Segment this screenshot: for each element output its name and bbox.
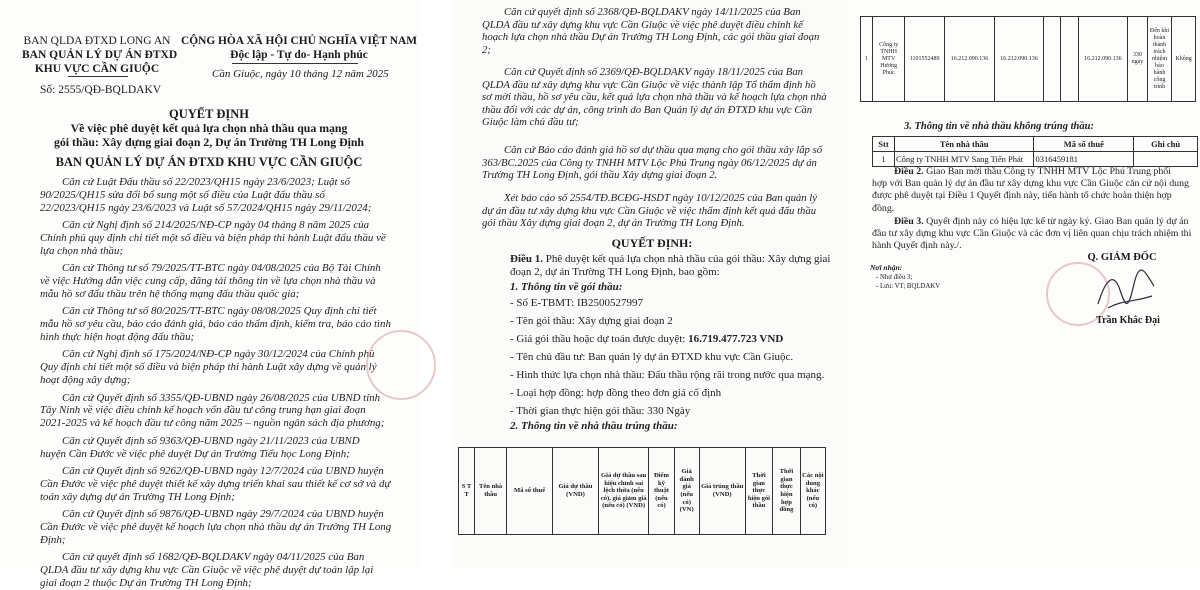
- paragraph-line: hợp với Ban quản lý dự án đầu tư xây dựng khu vực Cần Giuộc căn cứ nội dung: [872, 178, 1189, 190]
- national-header: [180, 34, 418, 62]
- winner-eval-price: [1061, 17, 1078, 102]
- document-page-3: [848, 0, 1200, 568]
- paragraph-line: về việc Hướng dẫn việc cung cấp, đăng tải thông tin về lựa chọn nhà thầu và: [40, 275, 376, 288]
- loser-tax-code: 0316459181: [1034, 152, 1134, 167]
- paragraph-line: hoạch lựa chọn nhà thầu Dự án Trường TH Long Định, các gói thầu giai đoạn: [482, 31, 820, 44]
- paragraph-line: Căn cứ quyết định số 1682/QĐ-BQLDAKV ngày 04/11/2025 của Ban: [62, 551, 365, 563]
- issuer-header: [22, 34, 178, 76]
- header-underline-left: [68, 76, 128, 77]
- paragraph-line: lựa chọn nhà thầu;: [40, 244, 124, 257]
- e-tbmt-number: - Số E-TBMT: IB2500527997: [510, 297, 643, 309]
- paragraph-line: gói thầu Xây dựng giai đoạn 2, dự án Trường TH Long Định.: [482, 217, 745, 230]
- paragraph-line: QLDA đầu tư xây dựng khu vực Cần Giuộc về việc phê duyệt điều chỉnh kế: [482, 18, 803, 31]
- article-1-line-1: Điều 1. Phê duyệt kết quả lựa chọn nhà thầu của gói thầu: Xây dựng giai: [510, 253, 831, 265]
- paragraph-line: Xét báo cáo số 2554/TĐ.BCĐG-HSDT ngày 10/12/2025 của Ban quản lý: [504, 192, 817, 204]
- section-1-heading: 1. Thông tin về gói thầu:: [510, 281, 623, 293]
- paragraph-line: Cần Đước về việc phê duyệt thiết kế xây dựng triển khai sau thiết kế cơ sở và dự: [40, 477, 391, 490]
- winner-award-price: 16.212.090.136: [1078, 17, 1128, 102]
- selection-method: - Hình thức lựa chọn nhà thầu: Đấu thầu rộng rãi trong nước qua mạng.: [510, 369, 825, 381]
- winner-col-header: Tên nhà thầu: [475, 448, 507, 535]
- paragraph-line: QLDA đầu tư xây dựng khu vực Cần Giuộc về việc phê duyệt dự toán lập lại: [40, 563, 374, 576]
- recipient-1: - Như điều 3;: [876, 274, 913, 281]
- paragraph-line: Cần Đước về việc phê duyệt kế hoạch lựa chọn nhà thầu dự án Trường TH Long: [40, 520, 392, 533]
- paragraph-line: Quy định chi tiết một số điều và biện pháp thi hành Luật xây dựng về quản lý: [40, 361, 377, 374]
- issuer-line-3: KHU VỰC CẦN GIUỘC: [34, 63, 160, 75]
- issuer-line-1: BAN QLDA ĐTXD LONG AN: [23, 35, 171, 47]
- winner-col-header: Giá trúng thầu (VND): [699, 448, 745, 535]
- loser-col-note: Ghi chú: [1134, 137, 1198, 152]
- paragraph: [40, 262, 406, 301]
- loser-note: [1134, 152, 1198, 167]
- winner-col-header: Giá dự thầu sau hiệu chỉnh sai lệch thừa (nếu có), giá giảm giá (nếu có) (VND): [598, 448, 648, 535]
- winner-col-header: Giá dự thầu (VND): [553, 448, 599, 535]
- paragraph-line: Căn cứ Luật Đấu thầu số 22/2023/QH15 ngày 23/6/2023; Luật số: [62, 176, 350, 188]
- loser-col-tax: Mã số thuế: [1034, 137, 1134, 152]
- article-1-line-2: đoạn 2, dự án Trường TH Long Định, bao gồm:: [510, 266, 720, 278]
- winner-duration: 330 ngày: [1128, 17, 1148, 102]
- paragraph-line: Căn cứ Nghị định số 175/2024/NĐ-CP ngày 30/12/2024 của Chính phủ: [62, 348, 375, 361]
- document-page-1: [0, 0, 418, 589]
- winner-col-header: Thời gian thực hiện hợp đồng: [773, 448, 801, 535]
- winner-table-header: [458, 447, 826, 535]
- paragraph-line: toán xây dựng dự án Trường TH Long Định;: [40, 490, 235, 503]
- paragraph-line: Giuộc làm chủ đầu tư;: [482, 116, 579, 129]
- issuing-authority: BAN QUẢN LÝ DỰ ÁN ĐTXD KHU VỰC CẦN GIUỘC: [55, 155, 363, 169]
- contract-type: - Loại hợp đồng: hợp đồng theo đơn giá cố định: [510, 387, 722, 399]
- paragraph-line: 2;: [482, 43, 491, 56]
- paragraph-line: 363/BC.2025 của Công ty TNHH MTV Lộc Phú Trung ngày 06/12/2025 dự án: [482, 156, 817, 169]
- paragraph: [872, 166, 1190, 215]
- paragraph-line: thầu đối với các dự án, công trình do Ban Quản lý dự án ĐTXD khu vực Cần: [482, 103, 813, 116]
- paragraph-line: Điều 3. Quyết định này có hiệu lực kể từ ngày ký. Giao Ban quản lý dự án: [894, 216, 1189, 227]
- subtitle-line-1: Về việc phê duyệt kết quả lựa chọn nhà thầu qua mạng: [70, 121, 348, 135]
- paragraph: [40, 435, 406, 461]
- article-1-text: Phê duyệt kết quả lựa chọn nhà thầu của gói thầu: Xây dựng giai: [545, 253, 831, 265]
- winner-contract-time: Đến khi hoàn thành trách nhiệm bảo hành công trình: [1147, 17, 1171, 102]
- paragraph-line: Định;: [40, 533, 66, 546]
- winner-col-header: S T T: [459, 448, 475, 535]
- paragraph-line: mẫu hồ sơ yêu cầu, báo cáo đánh giá, báo cáo thẩm định, kiểm tra, báo cáo tình: [40, 318, 391, 331]
- winner-col-header: Giá đánh giá (nếu có) (VN): [674, 448, 699, 535]
- paragraph: [482, 192, 828, 230]
- loser-col-stt: Stt: [873, 137, 895, 152]
- paragraph-line: được phê duyệt tại Điều 1 Quyết định này, tiến hành tổ chức hoàn thiện hợp: [872, 190, 1172, 202]
- paragraph-line: 22/2023/QH15 ngày 23/6/2023 và Luật số 57/2024/QH15 ngày 29/11/2024;: [40, 201, 372, 214]
- paragraph: [40, 176, 406, 215]
- paragraph-line: sơ mời thầu, hồ sơ yêu cầu, kết quả lựa chọn nhà thầu và kế hoạch lựa chọn nhà: [482, 91, 827, 104]
- loser-name: Công ty TNHH MTV Sang Tiến Phát: [894, 152, 1033, 167]
- paragraph-line: Tây Ninh về việc điều chỉnh kế hoạch vốn đầu tư công trung hạn giai đoạn: [40, 404, 366, 417]
- signer-title: Q. GIÁM ĐỐC: [1087, 252, 1157, 263]
- signature-icon: [1094, 266, 1158, 318]
- paragraph: [872, 216, 1190, 253]
- bid-package-name: - Tên gói thầu: Xây dựng giai đoạn 2: [510, 315, 673, 327]
- winner-table-row: [860, 16, 1196, 102]
- loser-row: [873, 152, 1198, 167]
- paragraph: [40, 219, 406, 258]
- paragraph: [40, 551, 406, 590]
- doc-subtitle: [0, 121, 418, 149]
- paragraph-line: dự án đầu tư xây dựng khu vực Cần Giuộc về việc thẩm định kết quả đấu thầu: [482, 204, 817, 217]
- loser-table: [872, 136, 1198, 167]
- winner-col-header: Điểm kỹ thuật (nếu có): [649, 448, 674, 535]
- recipients-title: Nơi nhận:: [870, 263, 903, 272]
- paragraph-line: đồng.: [872, 202, 895, 214]
- paragraph: [40, 392, 406, 431]
- approved-price-value: 16.719.477.723 VND: [688, 333, 784, 345]
- place-date: Cần Giuộc, ngày 10 tháng 12 năm 2025: [212, 68, 389, 80]
- paragraph-line: Chính phủ quy định chi tiết một số điều và biện pháp thi hành Luật đấu thầu về: [40, 232, 386, 244]
- section-3-heading: 3. Thông tin về nhà thầu không trúng thầu:: [904, 121, 1094, 132]
- paragraph-line: Căn cứ Quyết định số 3355/QĐ-UBND ngày 26/08/2025 của UBND tỉnh: [62, 391, 381, 404]
- issuer-line-2: BAN QUẢN LÝ DỰ ÁN ĐTXD: [22, 49, 178, 61]
- paragraph-line: QLDA đầu tư xây dựng khu vực Cần Giuộc về việc thành lập Tổ thẩm định hồ: [482, 78, 816, 91]
- header-underline-right: [232, 63, 358, 64]
- paragraph-line: Điều 2. Giao Ban mời thầu Công ty TNHH MTV Lộc Phú Trung phối: [894, 166, 1171, 177]
- doc-title: QUYẾT ĐỊNH: [169, 107, 249, 121]
- winner-bid-price: 16.212.090.136: [945, 17, 995, 102]
- motto: Độc lập - Tự do- Hạnh phúc: [230, 49, 368, 61]
- paragraph-line: Căn cứ Quyết định số 2369/QĐ-BQLDAKV ngày 18/11/2025 của Ban: [504, 66, 804, 78]
- loser-col-name: Tên nhà thầu: [894, 137, 1033, 152]
- winner-tax-code: 1101552489: [905, 17, 945, 102]
- recipient-2: - Lưu: VT; BQLDAKV: [876, 283, 941, 290]
- paragraph-line: Căn cứ Thông tư số 79/2025/TT-BTC ngày 04/08/2025 của Bộ Tài Chính: [62, 262, 381, 275]
- winner-tech-score: [1044, 17, 1061, 102]
- loser-table-header: [873, 137, 1198, 152]
- signer-name: Trần Khắc Đại: [1096, 315, 1160, 326]
- paragraph-line: Căn cứ quyết định số 2368/QĐ-BQLDAKV ngày 14/11/2025 của Ban: [504, 6, 801, 18]
- paragraph-line: hoạt động xây dựng;: [40, 374, 131, 387]
- red-seal-stamp: [366, 330, 436, 400]
- winner-col-header: Các nội dung khác (nếu có): [800, 448, 825, 535]
- paragraph-line: 2021-2025 và kế hoạch đầu tư công năm 2025 – nguồn ngân sách địa phương;: [40, 417, 385, 430]
- section-2-heading: 2. Thông tin về nhà thầu trúng thầu:: [510, 420, 678, 432]
- paragraph: [40, 305, 406, 344]
- paragraph: [40, 348, 406, 387]
- paragraph-line: hành Quyết định này./.: [872, 240, 962, 252]
- execution-time: - Thời gian thực hiện gói thầu: 330 Ngày: [510, 405, 691, 417]
- paragraph-line: Căn cứ Thông tư số 80/2025/TT-BTC ngày 08/08/2025 Quy định chi tiết: [62, 305, 377, 318]
- paragraph-line: giai đoạn 2 thuộc Dự án Trường TH Long Định;: [40, 576, 252, 589]
- winner-other: Không: [1172, 17, 1196, 102]
- approved-price-line: [510, 333, 783, 346]
- subtitle-line-2: gói thầu: Xây dựng giai đoạn 2, Dự án Trường TH Long Định: [54, 135, 364, 149]
- paragraph-line: Căn cứ Nghị định số 214/2025/NĐ-CP ngày 04 tháng 8 năm 2025 của: [62, 219, 370, 232]
- country-name: CỘNG HÒA XÃ HỘI CHỦ NGHĨA VIỆT NAM: [181, 35, 417, 47]
- paragraph: [482, 6, 828, 56]
- winner-stt: 1: [861, 17, 873, 102]
- winner-col-header: Thời gian thực hiện gói thầu: [745, 448, 773, 535]
- winner-table-header-row: [459, 448, 826, 535]
- paragraph-line: mẫu hồ sơ đấu thầu trên hệ thống mạng đấu thầu quốc gia;: [40, 288, 300, 300]
- investor-name: - Tên chủ đầu tư: Ban quản lý dự án ĐTXD khu vực Cần Giuộc.: [510, 351, 794, 363]
- winner-row: [861, 17, 1196, 102]
- paragraph: [40, 465, 406, 504]
- winner-col-header: Mã số thuế: [507, 448, 553, 535]
- paragraph-line: đầu tư xây dựng khu vực Cần Giuộc và các đơn vị liên quan chịu trách nhiệm thi: [872, 228, 1192, 240]
- approved-price-label: - Giá gói thầu hoặc dự toán được duyệt:: [510, 333, 689, 345]
- decision-heading: QUYẾT ĐỊNH:: [611, 236, 693, 250]
- document-page-2: [452, 0, 852, 568]
- paragraph: [40, 508, 406, 547]
- winner-adjusted-price: 16.212.090.136: [994, 17, 1044, 102]
- winner-name: Công ty TNHH MTV Hương Phúc: [873, 17, 905, 102]
- recipients-list: [876, 273, 940, 291]
- paragraph-line: Căn cứ Báo cáo đánh giá hồ sơ dự thầu qua mạng cho gói thầu xây lắp số: [504, 144, 823, 156]
- paragraph: [482, 66, 828, 129]
- paragraph-line: Căn cứ Quyết định số 9363/QĐ-UBND ngày 21/11/2023 của UBND: [62, 434, 360, 447]
- paragraph-line: Trường TH Long Định, gói thầu Xây dựng giai đoạn 2.: [482, 169, 718, 182]
- loser-stt: 1: [873, 152, 895, 167]
- paragraph-line: hình thực hiện hoạt động đấu thầu;: [40, 331, 195, 344]
- paragraph-line: Căn cứ Quyết định số 9876/QĐ-UBND ngày 29/7/2024 của UBND huyện: [62, 507, 384, 520]
- doc-number: Số: 2555/QĐ-BQLDAKV: [40, 84, 162, 96]
- paragraph-line: huyện Cần Đước về việc phê duyệt Dự án Trường Tiểu học Long Định;: [40, 447, 350, 460]
- paragraph: [482, 144, 828, 182]
- paragraph-line: 90/2025/QH15 sửa đổi bổ sung một số điều của Luật đấu thầu số: [40, 188, 325, 201]
- paragraph-line: Căn cứ Quyết định số 9262/QĐ-UBND ngày 12/7/2024 của UBND huyện: [62, 464, 384, 477]
